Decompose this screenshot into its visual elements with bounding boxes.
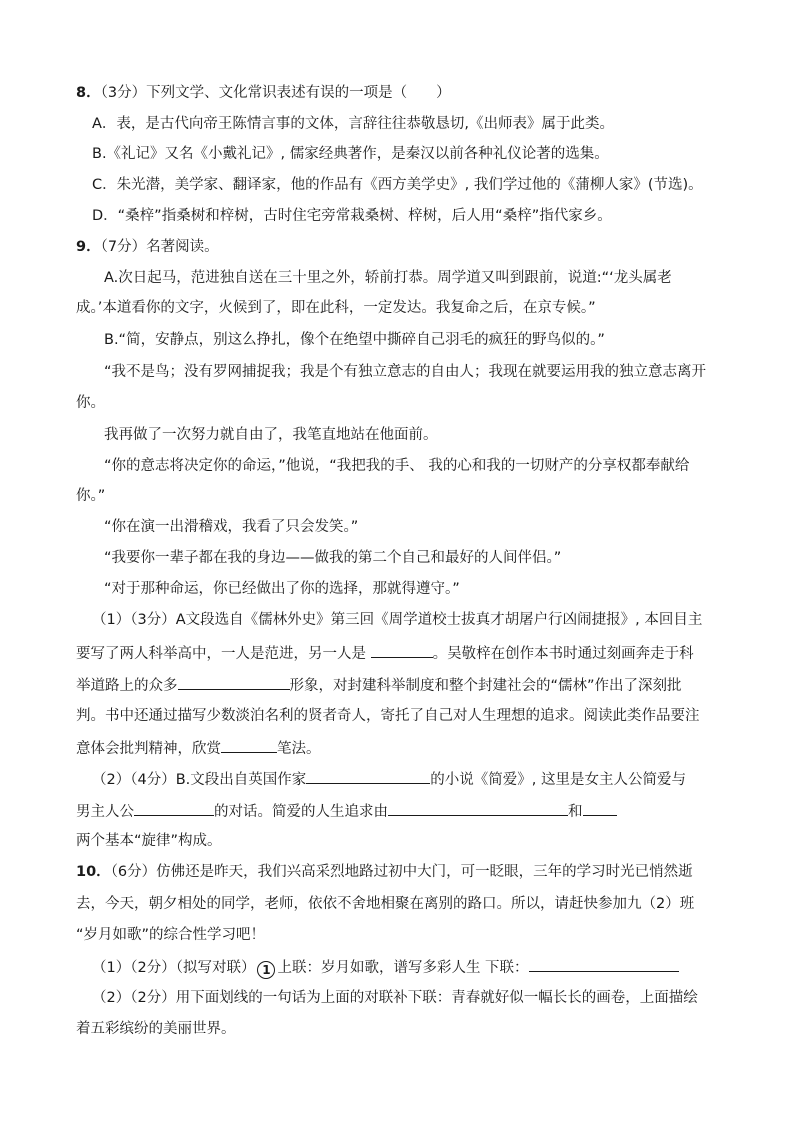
q9-passage-b-line: “我不是鸟；没有罗网捕捉我；我是个有独立意志的自由人；我现在就要运用我的独立意志离开 xyxy=(104,364,707,380)
q10-stem-line: 去，今天，朝夕相处的同学，老师，依依不舍地相聚在离别的路口。所以，请赶快参加九（2）班 xyxy=(76,896,695,912)
q9-sub2-text: 的对话。简爱的人生追求由 xyxy=(214,804,388,820)
q9-sub2-text: 和 xyxy=(568,804,583,820)
q8-option-d[interactable]: D．“桑梓”指桑树和梓树，古时住宅旁常栽桑树、梓树，后人用“桑梓”指代家乡。 xyxy=(92,208,612,224)
answer-blank[interactable] xyxy=(388,800,568,816)
q10-stem-line: “岁月如歌”的综合性学习吧！ xyxy=(76,927,266,943)
q8-option-b[interactable]: B.《礼记》又名《小戴礼记》, 儒家经典著作，是秦汉以前各种礼仪论著的选集。 xyxy=(92,146,609,162)
q10-sub1-line xyxy=(92,956,721,976)
q9-sub1-line: 判。书中还通过描写少数淡泊名利的贤者奇人，寄托了自己对人生理想的追求。阅读此类作品要注 xyxy=(76,708,700,724)
circled-number-badge: 1 xyxy=(257,961,275,979)
q9-sub1-line xyxy=(76,737,721,757)
q9-sub2-line xyxy=(76,800,721,820)
q10-sub1-text: （1）（2分）（拟写对联） xyxy=(92,960,256,976)
q9-passage-b-line: B.“简，安静点，别这么挣扎，像个在绝望中撕碎自己羽毛的疯狂的野鸟似的。” xyxy=(104,332,605,348)
q9-sub2-text: （2）（4分）B.文段出自英国作家 xyxy=(92,772,307,788)
q9-passage-b-line: 我再做了一次努力就自由了，我笔直地站在他面前。 xyxy=(104,427,438,443)
q9-sub1-line xyxy=(76,642,721,662)
q8-option-c[interactable]: C．朱光潜，美学家、翻译家，他的作品有《西方美学史》, 我们学过他的《蒲柳人家》(节选)。 xyxy=(92,177,703,193)
q9-sub1-text: 笔法。 xyxy=(277,741,321,757)
q9-passage-b-line: 你。” xyxy=(76,488,106,504)
answer-blank[interactable] xyxy=(529,956,679,972)
q9-sub1-text: 意体会批判精神，欣赏 xyxy=(76,741,221,757)
q10-stem-text: （6分）仿佛还是昨天，我们兴高采烈地路过初中大门，可一眨眼，三年的学习时光已悄然逝 xyxy=(110,864,693,880)
answer-blank[interactable] xyxy=(178,674,290,690)
q8-number: 8． xyxy=(76,85,101,101)
answer-blank[interactable] xyxy=(306,768,430,784)
q9-stem xyxy=(76,237,721,257)
q10-sub1-text: 上联：岁月如歌，谱写多彩人生 下联： xyxy=(277,960,529,976)
answer-blank[interactable] xyxy=(371,642,433,658)
q9-sub2-line: 两个基本“旋律”构成。 xyxy=(76,833,222,849)
q10-sub2-line: 着五彩缤纷的美丽世界。 xyxy=(76,1021,236,1037)
q9-sub2-text: 男主人公 xyxy=(76,804,134,820)
answer-blank[interactable] xyxy=(134,800,214,816)
q9-sub2-text: 的小说《简爱》, 这里是女主人公简爱与 xyxy=(430,772,686,788)
q8-option-a[interactable]: A．表，是古代向帝王陈情言事的文体，言辞往往恭敬恳切,《出师表》属于此类。 xyxy=(92,116,615,132)
q9-passage-b-line: 你。 xyxy=(76,395,105,411)
q9-sub1-text: 。吴敬梓在创作本书时通过刻画奔走于科 xyxy=(432,646,694,662)
q9-passage-b-line: “对于那种命运，你已经做出了你的选择，那就得遵守。” xyxy=(104,581,460,597)
q9-passage-a-line: A.次日起马，范进独自送在三十里之外，轿前打恭。周学道又叫到跟前，说道:“‘龙头属老 xyxy=(104,270,672,286)
answer-blank[interactable] xyxy=(583,800,617,816)
q9-passage-b-line: “你的意志将决定你的命运，”他说，“我把我的手、 我的心和我的一切财产的分享权都奉献给 xyxy=(104,458,690,474)
q9-passage-a-line: 成。’本道看你的文字，火候到了，即在此科，一定发达。我复命之后，在京专候。” xyxy=(76,300,596,316)
q10-stem xyxy=(76,862,721,882)
q9-sub1-line xyxy=(76,674,721,694)
q9-passage-b-line: “你在演一出滑稽戏，我看了只会发笑。” xyxy=(104,519,359,535)
q9-sub1-line: （1）（3分）A文段选自《儒林外史》第三回《周学道校士拔真才胡屠户行凶闹捷报》, 本回目主 xyxy=(92,612,703,628)
q9-stem-text: （7分）名著阅读。 xyxy=(100,239,219,255)
q9-sub2-line xyxy=(92,768,721,788)
q8-stem-text: （3分）下列文学、文化常识表述有误的一项是（ ） xyxy=(100,85,451,101)
q10-sub2-line: （2）（2分）用下面划线的一句话为上面的对联补下联：青春就好似一幅长长的画卷，上面描绘 xyxy=(92,990,698,1006)
answer-blank[interactable] xyxy=(221,737,277,753)
q9-passage-b-line: “我要你一辈子都在我的身边——做我的第二个自己和最好的人间伴侣。” xyxy=(104,550,562,566)
q9-number: 9． xyxy=(76,239,101,255)
q9-sub1-text: 要写了两人科举高中，一人是范进，另一人是 xyxy=(76,646,366,662)
q9-sub1-text: 举道路上的众多 xyxy=(76,678,178,694)
q10-number: 10． xyxy=(76,864,111,880)
q9-sub1-text: 形象，对封建科举制度和整个封建社会的“儒林”作出了深刻批 xyxy=(289,678,682,694)
q8-stem xyxy=(76,83,721,103)
